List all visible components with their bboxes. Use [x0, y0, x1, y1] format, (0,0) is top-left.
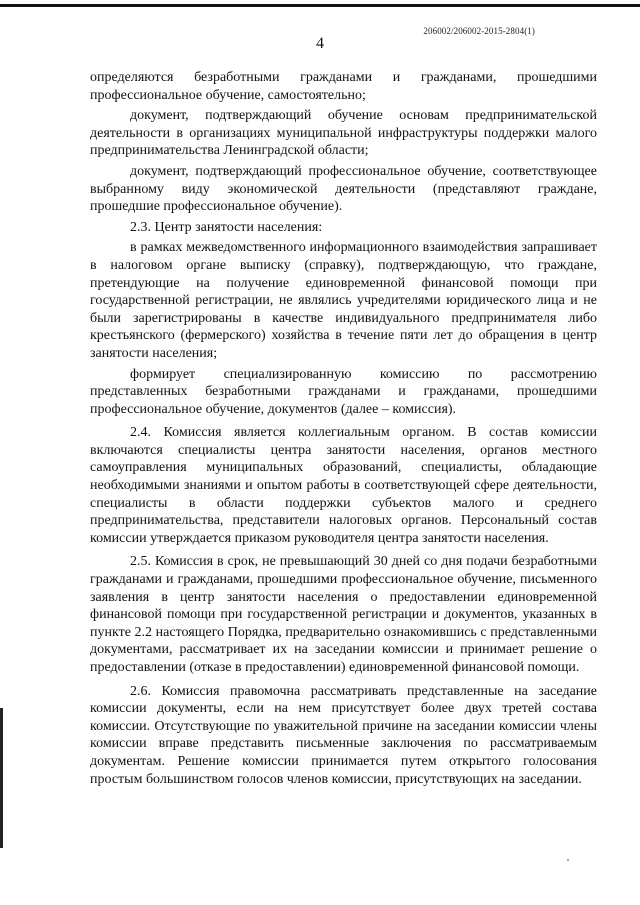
paragraph-document-professional: документ, подтверждающий профессиональное обучение, соответствующее выбранному виду экономической деятельности (представляют граждане, прошедшие профессиональное обучение).	[90, 163, 597, 215]
document-id: 206002/206002-2015-2804(1)	[423, 26, 535, 36]
paragraph-2-3-request: в рамках межведомственного информационного взаимодействия запрашивает в налоговом органе выписку (справку), подтверждающую, что граждане, претендующие на получение единовременной финансовой помощи при государственной регистрации, не являлись учредителями юридического лица и не были зарегистрированы в качестве индивидуального предпринимателя либо крестьянского (фермерского) хозяйства в течение пяти лет до обращения в центр занятости населения;	[90, 240, 597, 361]
paragraph-continuation: определяются безработными гражданами и гражданами, прошедшими профессиональное обучение, самостоятельно;	[90, 70, 597, 103]
page-number: 4	[316, 35, 324, 52]
paragraph-2-3-commission: формирует специализированную комиссию по рассмотрению представленных безработными гражданами и гражданами, прошедшими профессиональное обучение, документов (далее – комиссия).	[90, 366, 597, 417]
scan-edge-mark	[0, 708, 3, 848]
scan-speck	[567, 859, 569, 861]
paragraph-2-4: 2.4. Комиссия является коллегиальным органом. В состав комиссии включаются специалисты центра занятости населения, органов местного самоуправления муниципальных образований, специалисты, обладающие необходимыми знаниями и опытом работы в соответствующей сфере деятельности, специалисты в области поддержки субъектов малого и среднего предпринимательства, представители налоговых органов. Персональный состав комиссии утверждается приказом руководителя центра занятости населения.	[90, 425, 597, 546]
top-border-line	[0, 4, 640, 7]
paragraph-document-entrepreneurship: документ, подтверждающий обучение основам предпринимательской деятельности в организациях муниципальной инфраструктуры поддержки малого предпринимательства Ленинградской области;	[90, 108, 597, 159]
paragraph-2-6: 2.6. Комиссия правомочна рассматривать представленные на заседание комиссии документы, если на нем присутствует более двух третей состава комиссии. Отсутствующие по уважительной причине на заседании комиссии члены комиссии вправе представить письменные заключения по рассматриваемым документам. Решение комиссии принимается путем открытого голосования простым большинством голосов членов комиссии, присутствующих на заседании.	[90, 683, 597, 787]
paragraph-2-3-heading: 2.3. Центр занятости населения:	[130, 219, 323, 235]
document-body	[90, 69, 597, 791]
paragraph-2-5: 2.5. Комиссия в срок, не превышающий 30 дней со дня подачи безработными гражданами и гражданами, прошедшими профессиональное обучение, письменного заявления в центр занятости населения о предоставлении единовременной финансовой помощи при государственной регистрации и документов, указанных в пункте 2.2 настоящего Порядка, предварительно ознакомившись с представленными документами, рассматривает их на заседании комиссии и принимает решение о предоставлении (отказе в предоставлении) единовременной финансовой помощи.	[90, 554, 597, 675]
